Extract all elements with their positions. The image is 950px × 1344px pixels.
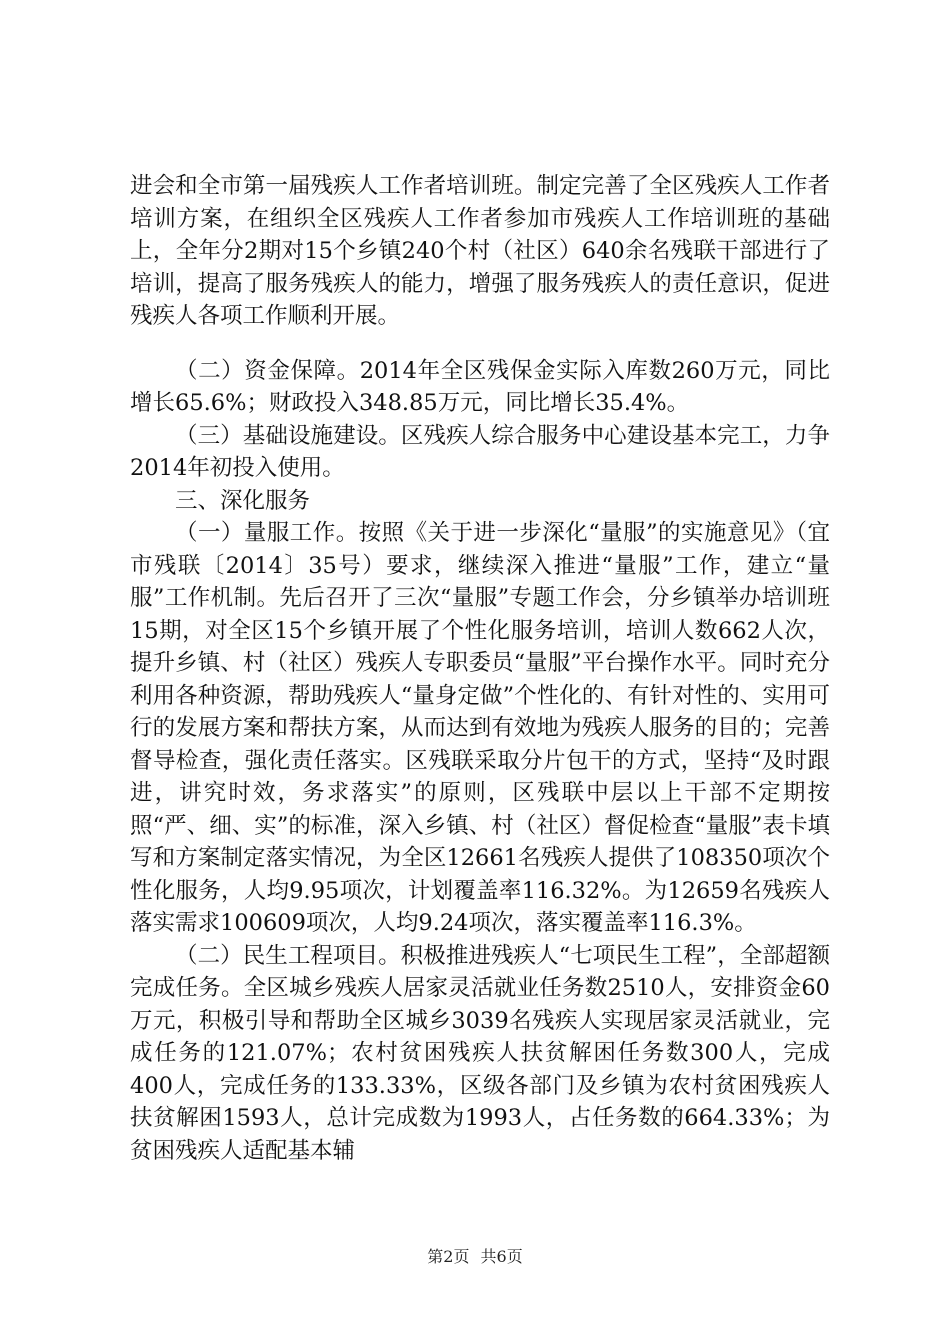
page-footer (0, 1244, 950, 1267)
document-body (130, 170, 830, 1167)
page-number-current: 第2页 (427, 1247, 470, 1266)
paragraph-infrastructure: （三）基础设施建设。区残疾人综合服务中心建设基本完工，力争2014年初投入使用。 (130, 422, 830, 481)
page-number-total: 共6页 (480, 1247, 523, 1266)
section-heading-deepen-service: 三、深化服务 (175, 487, 311, 514)
paragraph-livelihood-projects: （二）民生工程项目。积极推进残疾人“七项民生工程”，全部超额完成任务。全区城乡残疾人居家灵活就业任务数2510人，安排资金60万元，积极引导和帮助全区城乡3039名残疾人实现居家灵活就业，完成任务的121.07%；农村贫困残疾人扶贫解困任务数300人，完成400人，完成任务的133.33%，区级各部门及乡镇为农村贫困残疾人扶贫解困1593人，总计完成数为1993人，占任务数的664.33%；为贫困残疾人适配基本辅 (130, 942, 830, 1164)
paragraph-funding: （二）资金保障。2014年全区残保金实际入库数260万元，同比增长65.6%；财政投入348.85万元，同比增长35.4%。 (130, 357, 830, 416)
paragraph-training: 进会和全市第一届残疾人工作者培训班。制定完善了全区残疾人工作者培训方案，在组织全区残疾人工作者参加市残疾人工作培训班的基础上，全年分2期对15个乡镇240个村（社区）640余名残联干部进行了培训，提高了服务残疾人的能力，增强了服务残疾人的责任意识，促进残疾人各项工作顺利开展。 (130, 173, 830, 329)
paragraph-liangfu-work: （一）量服工作。按照《关于进一步深化“量服”的实施意见》（宜市残联〔2014〕35号）要求，继续深入推进“量服”工作，建立“量服”工作机制。先后召开了三次“量服”专题工作会，分乡镇举办培训班15期，对全区15个乡镇开展了个性化服务培训，培训人数662人次，提升乡镇、村（社区）残疾人专职委员“量服”平台操作水平。同时充分利用各种资源，帮助残疾人“量身定做”个性化的、有针对性的、实用可行的发展方案和帮扶方案，从而达到有效地为残疾人服务的目的；完善督导检查，强化责任落实。区残联采取分片包干的方式，坚持“及时跟进，讲究时效，务求落实”的原则，区残联中层以上干部不定期按照“严、细、实”的标准，深入乡镇、村（社区）督促检查“量服”表卡填写和方案制定落实情况，为全区12661名残疾人提供了108350项次个性化服务，人均9.95项次，计划覆盖率116.32%。为12659名残疾人落实需求100609项次，人均9.24项次，落实覆盖率116.3%。 (130, 520, 830, 936)
